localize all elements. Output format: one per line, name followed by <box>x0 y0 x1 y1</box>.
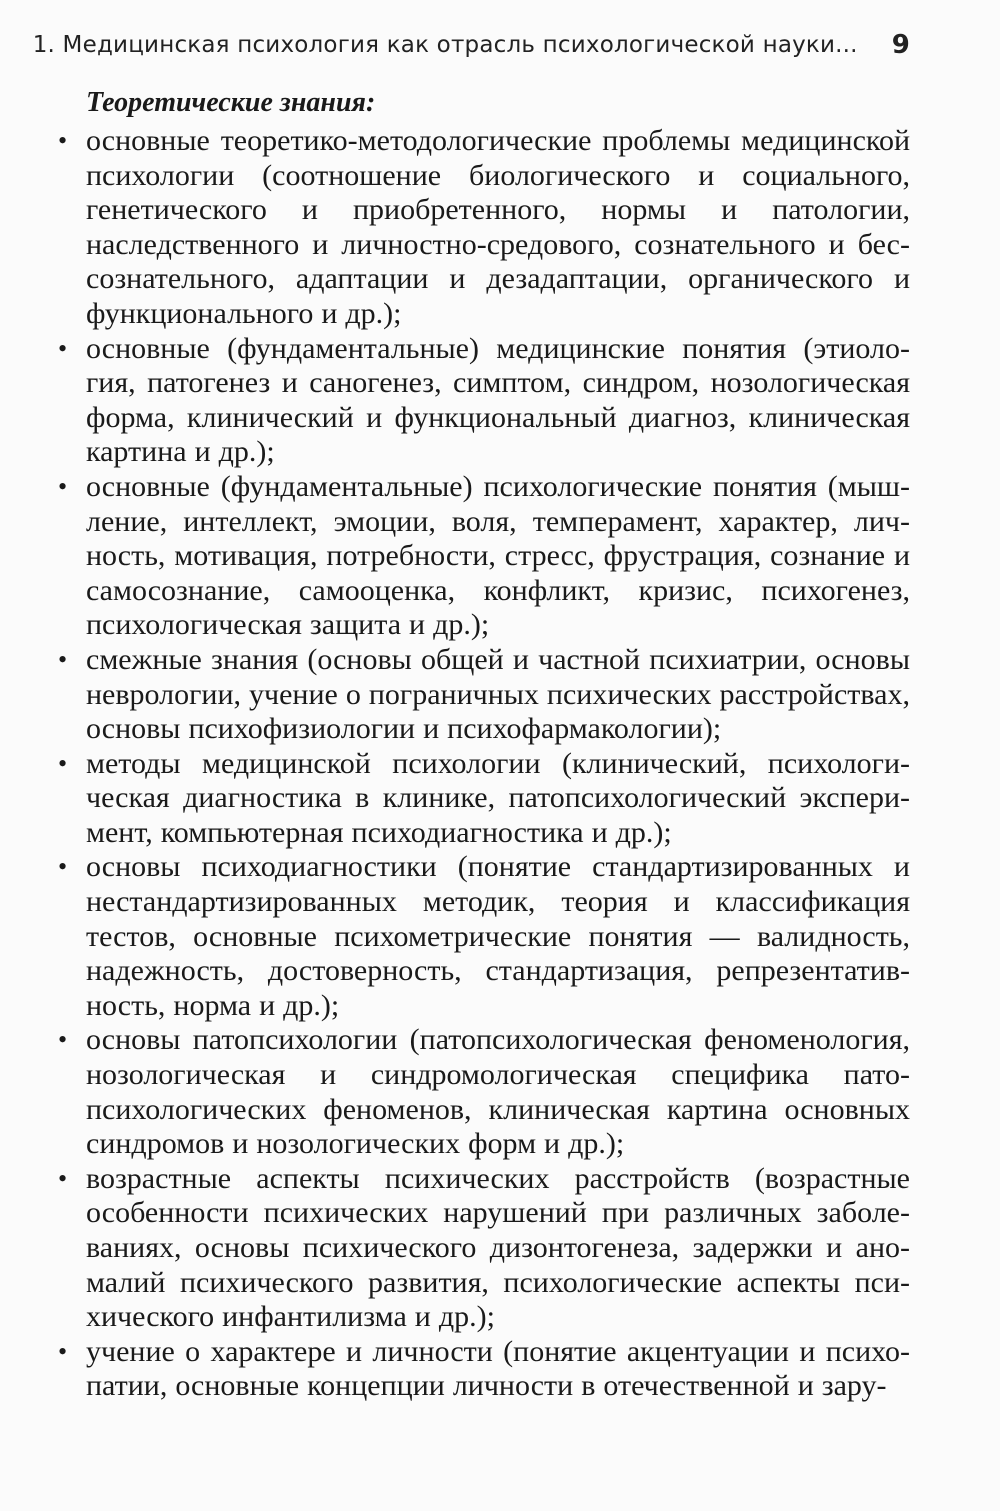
bullet-icon: • <box>58 1163 68 1193</box>
list-item <box>58 1023 910 1161</box>
list-item <box>58 124 910 332</box>
list-item <box>58 332 910 470</box>
list-item <box>58 1335 910 1404</box>
list-item <box>58 643 910 747</box>
bullet-icon: • <box>58 333 68 363</box>
bullet-icon: • <box>58 1025 68 1055</box>
list-item-text: основы психодиагностики (понятие стандартизированных и нестандартизированных методик, теория и классификация тестов, основные психометрические понятия — валидность, надежность, достоверность, стандартизация, репрезентативность, норма и др.); <box>86 850 910 1022</box>
list-item-text: основные (фундаментальные) психологические понятия (мышление, интеллект, эмоции, воля, темперамент, характер, личность, мотивация, потребности, стресс, фрустрация, сознание и самосознание, самооценка, конфликт, кризис, психогенез, психологическая защита и др.); <box>86 469 910 642</box>
list-item <box>58 850 910 1023</box>
list-item-text: учение о характере и личности (понятие акцентуации и психопатии, основные концепции личности в отечественной и зару- <box>86 1334 910 1403</box>
bullet-icon: • <box>58 1336 68 1366</box>
page-number: 9 <box>891 30 910 60</box>
list-item-text: основные теоретико-методологические проблемы медицинской психологии (соотношение биологического и социального, генетического и приобретенного, нормы и патологии, наследственного и личностно-средового, сознательного и бессознательного, адаптации и дезадаптации, органического и функционального и др.); <box>86 124 910 330</box>
bullet-list <box>58 124 910 1404</box>
list-item <box>58 1162 910 1335</box>
list-item-text: основы патопсихологии (патопсихологическая феноменология, нозологическая и синдромологическая специфика патопсихологических феноменов, клиническая картина основных синдромов и нозологических форм и др.); <box>86 1023 910 1161</box>
section-heading: Теоретические знания: <box>86 87 376 118</box>
list-item-text: смежные знания (основы общей и частной психиатрии, основы неврологии, учение о пограничных психических расстройствах, основы психофизиологии и психофармакологии); <box>86 642 910 746</box>
list-item-text: основные (фундаментальные) медицинские понятия (этиология, патогенез и саногенез, симптом, синдром, нозологическая форма, клинический и функциональный диагноз, клиническая картина и др.); <box>86 331 910 469</box>
list-item <box>58 470 910 643</box>
bullet-icon: • <box>58 748 68 778</box>
bullet-icon: • <box>58 471 68 501</box>
bullet-icon: • <box>58 852 68 882</box>
list-item <box>58 747 910 851</box>
bullet-icon: • <box>58 126 68 155</box>
page-body <box>58 86 910 1404</box>
running-title: 1. Медицинская психология как отрасль психологической науки... <box>32 32 858 58</box>
list-item-text: возрастные аспекты психических расстройств (возрастные особенности психических нарушений при различных заболеваниях, основы психического дизонтогенеза, задержки и аномалий психического развития, психологические аспекты психического инфантилизма и др.); <box>86 1161 910 1334</box>
running-header <box>32 28 910 62</box>
bullet-icon: • <box>58 644 68 674</box>
list-item-text: методы медицинской психологии (клинический, психологическая диагностика в клинике, патопсихологический эксперимент, компьютерная психодиагностика и др.); <box>86 746 910 849</box>
